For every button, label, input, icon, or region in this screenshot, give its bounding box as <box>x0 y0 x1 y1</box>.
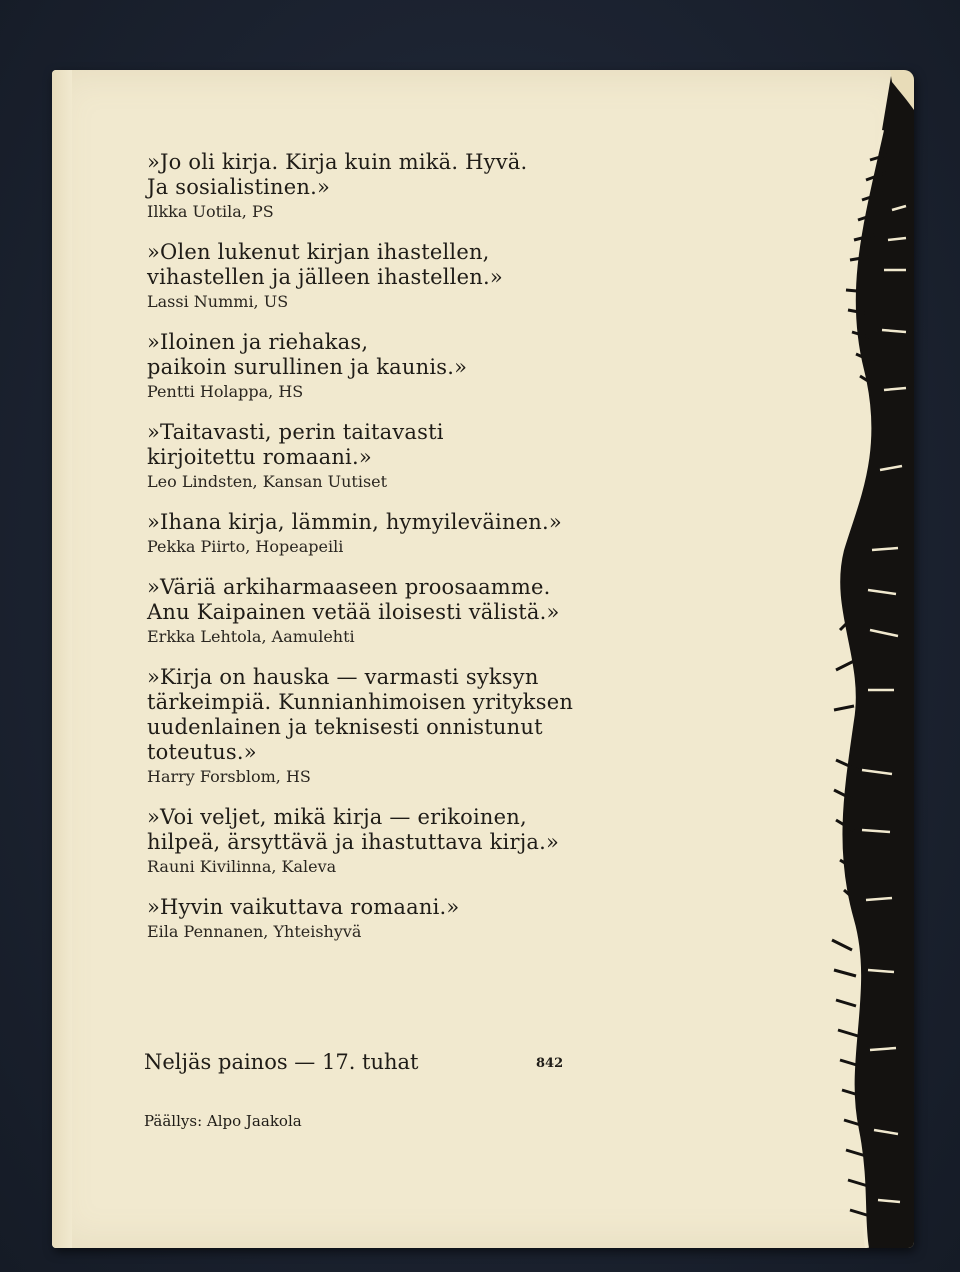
quote-line: kirjoitettu romaani.» <box>147 445 372 469</box>
quote-line: »Hyvin vaikuttava romaani.» <box>147 895 460 919</box>
quote-source: Eila Pennanen, Yhteishyvä <box>147 922 362 941</box>
quote-source: Harry Forsblom, HS <box>147 767 311 786</box>
quote-line: »Olen lukenut kirjan ihastellen, <box>147 240 490 264</box>
quote-line: »Voi veljet, mikä kirja — erikoinen, <box>147 805 527 829</box>
quote-line: »Kirja on hauska — varmasti syksyn <box>147 665 539 689</box>
quote-line: tärkeimpiä. Kunnianhimoisen yrityksen <box>147 690 574 714</box>
quote-line: paikoin surullinen ja kaunis.» <box>147 355 468 379</box>
quote-line: »Jo oli kirja. Kirja kuin mikä. Hyvä. <box>147 150 528 174</box>
review-quote <box>147 805 707 878</box>
quote-line: »Väriä arkiharmaaseen proosaamme. <box>147 575 551 599</box>
edition-text: Neljäs painos — 17. tuhat <box>144 1050 419 1074</box>
spine-illustration <box>822 70 914 1248</box>
quote-source: Pekka Piirto, Hopeapeili <box>147 537 344 556</box>
quote-line: hilpeä, ärsyttävä ja ihastuttava kirja.» <box>147 830 560 854</box>
quote-source: Rauni Kivilinna, Kaleva <box>147 857 337 876</box>
review-quote <box>147 895 707 943</box>
review-quote <box>147 420 707 493</box>
quote-line: Ja sosialistinen.» <box>147 175 331 199</box>
review-quote <box>147 510 707 558</box>
quote-line: »Taitavasti, perin taitavasti <box>147 420 444 444</box>
quote-source: Pentti Holappa, HS <box>147 382 304 401</box>
quote-line: »Iloinen ja riehakas, <box>147 330 369 354</box>
quote-line: uudenlainen ja teknisesti onnistunut <box>147 715 543 739</box>
quote-line: »Ihana kirja, lämmin, hymyileväinen.» <box>147 510 562 534</box>
review-quote <box>147 240 707 313</box>
review-quote <box>147 150 707 223</box>
quote-source: Erkka Lehtola, Aamulehti <box>147 627 355 646</box>
review-quote <box>147 575 707 648</box>
review-quote <box>147 330 707 403</box>
review-quotes <box>147 150 707 960</box>
quote-source: Lassi Nummi, US <box>147 292 289 311</box>
book-back-cover <box>52 70 914 1248</box>
print-code: 842 <box>536 1056 564 1071</box>
quote-line: toteutus.» <box>147 740 257 764</box>
quote-line: vihastellen ja jälleen ihastellen.» <box>147 265 503 289</box>
cover-credit: Päällys: Alpo Jaakola <box>144 1112 302 1130</box>
quote-source: Ilkka Uotila, PS <box>147 202 274 221</box>
quote-line: Anu Kaipainen vetää iloisesti välistä.» <box>147 600 560 624</box>
quote-source: Leo Lindsten, Kansan Uutiset <box>147 472 388 491</box>
review-quote <box>147 665 707 788</box>
